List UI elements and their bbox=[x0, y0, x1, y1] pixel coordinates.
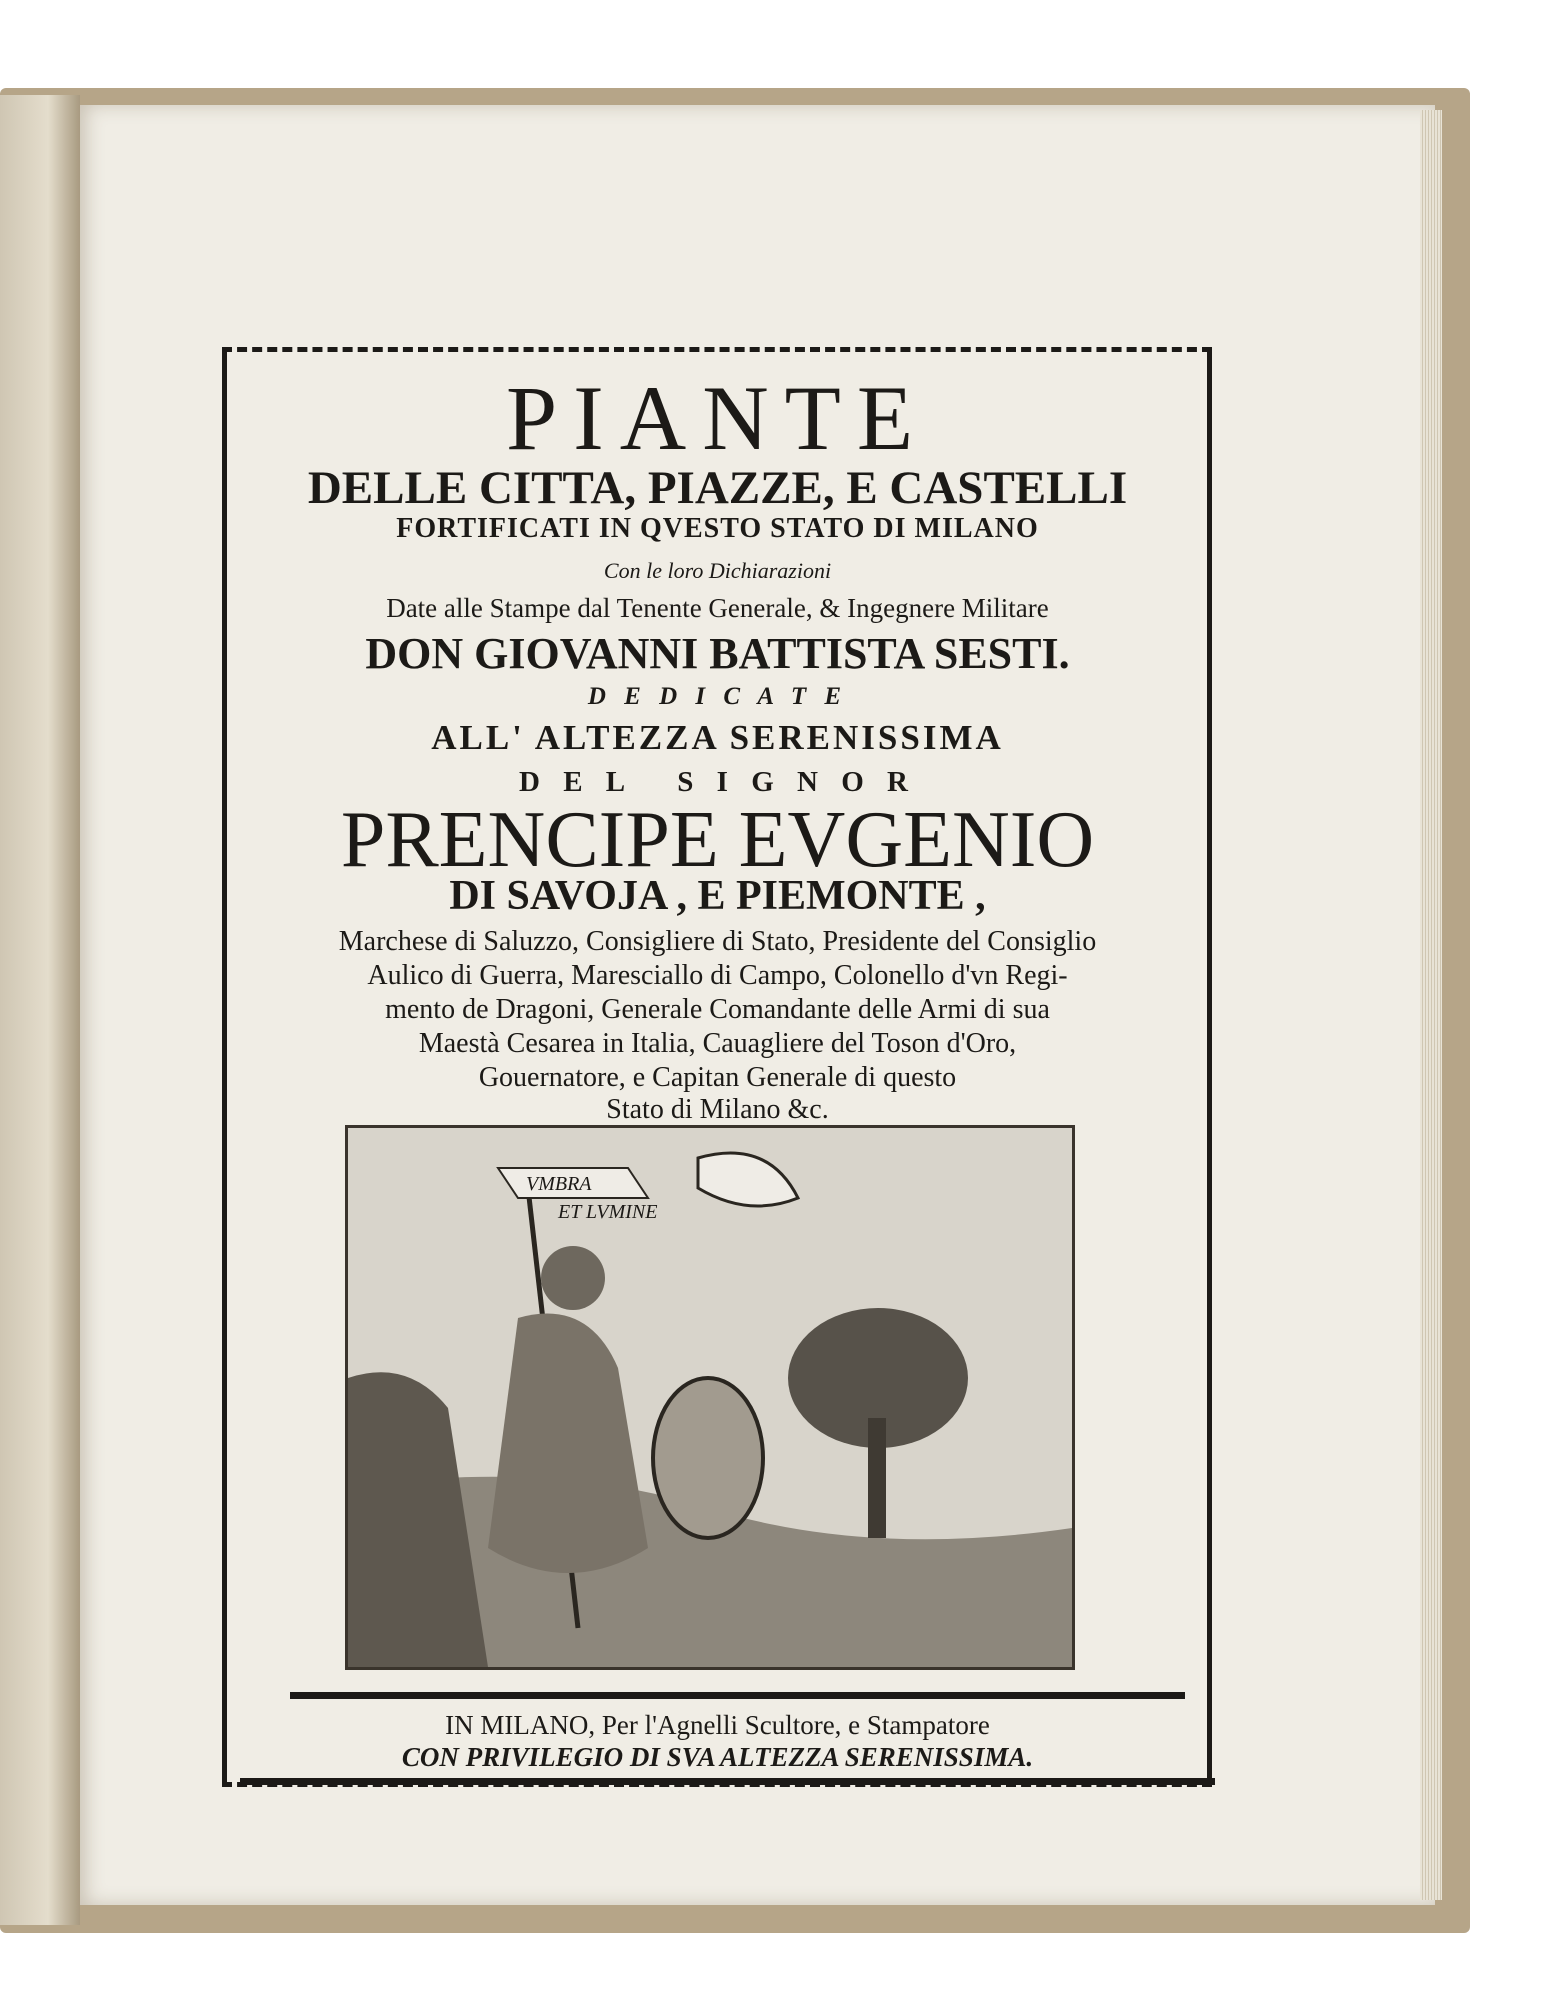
subtitle: DELLE CITTA, PIAZZE, E CASTELLI bbox=[307, 462, 1128, 514]
motto-right: ET LVMINE bbox=[558, 1201, 658, 1223]
imprint: IN MILANO, Per l'Agnelli Scultore, e Stampatore bbox=[445, 1710, 990, 1740]
author: DON GIOVANNI BATTISTA SESTI. bbox=[365, 629, 1070, 678]
prince-name: PRENCIPE EVGENIO bbox=[340, 796, 1095, 884]
book-spine bbox=[0, 95, 80, 1925]
privilege: CON PRIVILEGIO DI SVA ALTEZZA SERENISSIMA. bbox=[401, 1742, 1034, 1772]
signor: D E L S I G N O R bbox=[519, 766, 916, 798]
title: PIANTE bbox=[505, 367, 930, 469]
titles-line: Marchese di Saluzzo, Consigliere di Stato, Presidente del Consiglio bbox=[338, 926, 1097, 957]
note: Con le loro Dichiarazioni bbox=[603, 558, 832, 583]
altezza: ALL' ALTEZZA SERENISSIMA bbox=[431, 718, 1004, 757]
titles-line: Gouernatore, e Capitan Generale di questo bbox=[478, 1062, 957, 1093]
titles-line: Maestà Cesarea in Italia, Cauagliere del Toson d'Oro, bbox=[418, 1028, 1017, 1059]
byline: Date alle Stampe dal Tenente Generale, & Ingegnere Militare bbox=[386, 593, 1049, 623]
dedicate: D E D I C A T E bbox=[587, 683, 848, 710]
titles-line: mento de Dragoni, Generale Comandante delle Armi di sua bbox=[385, 994, 1050, 1025]
subtitle-2: FORTIFICATI IN QVESTO STATO DI MILANO bbox=[396, 513, 1039, 544]
engraving-minerva bbox=[345, 1125, 1075, 1670]
bottom-rule bbox=[240, 1778, 1215, 1785]
imprint-rule bbox=[290, 1692, 1185, 1699]
savoja: DI SAVOJA , E PIEMONTE , bbox=[449, 873, 986, 919]
titles-line: Stato di Milano &c. bbox=[606, 1094, 829, 1125]
motto-left: VMBRA bbox=[526, 1173, 592, 1195]
titles-line: Aulico di Guerra, Maresciallo di Campo, Colonello d'vn Regi- bbox=[367, 960, 1068, 991]
page-edges bbox=[1420, 110, 1442, 1900]
